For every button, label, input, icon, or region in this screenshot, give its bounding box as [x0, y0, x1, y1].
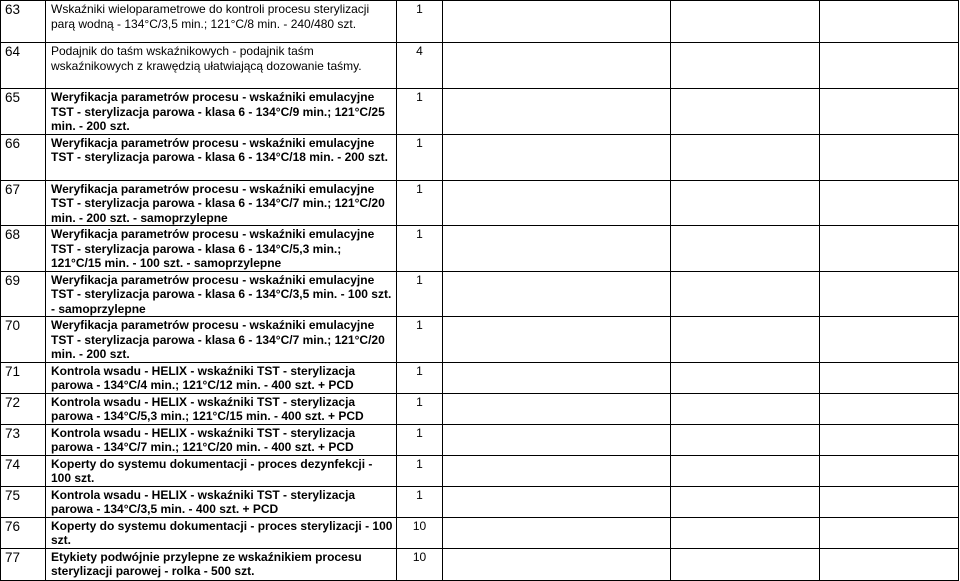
item-description: Koperty do systemu dokumentacji - proces dezynfekcji - 100 szt.: [46, 455, 397, 486]
item-quantity: 1: [397, 393, 443, 424]
row-number: 74: [1, 455, 46, 486]
empty-cell: [820, 271, 959, 317]
empty-cell: [671, 226, 820, 272]
empty-cell: [443, 43, 671, 89]
empty-cell: [820, 317, 959, 363]
empty-cell: [671, 455, 820, 486]
row-number: 63: [1, 1, 46, 43]
table-row: [1, 226, 959, 272]
row-number: 68: [1, 226, 46, 272]
empty-cell: [443, 89, 671, 135]
item-description: Kontrola wsadu - HELIX - wskaźniki TST - sterylizacja parowa - 134°C/5,3 min.; 121°C/15 min. - 400 szt. + PCD: [46, 393, 397, 424]
item-description: Etykiety podwójnie przylepne ze wskaźnikiem procesu sterylizacji parowej - rolka - 500 szt.: [46, 548, 397, 580]
item-description: Weryfikacja parametrów procesu - wskaźniki emulacyjne TST - sterylizacja parowa - klasa 6 - 134°C/5,3 min.; 121°C/15 min. - 100 szt. - samoprzylepne: [46, 226, 397, 272]
empty-cell: [671, 548, 820, 580]
row-number: 75: [1, 486, 46, 517]
empty-cell: [443, 517, 671, 548]
empty-cell: [820, 1, 959, 43]
empty-cell: [820, 362, 959, 393]
row-number: 72: [1, 393, 46, 424]
empty-cell: [820, 548, 959, 580]
empty-cell: [820, 517, 959, 548]
empty-cell: [671, 1, 820, 43]
item-quantity: 1: [397, 1, 443, 43]
table-row: [1, 271, 959, 317]
item-quantity: 1: [397, 180, 443, 226]
row-number: 76: [1, 517, 46, 548]
empty-cell: [820, 89, 959, 135]
row-number: 64: [1, 43, 46, 89]
empty-cell: [671, 271, 820, 317]
row-number: 65: [1, 89, 46, 135]
item-quantity: 1: [397, 424, 443, 455]
empty-cell: [443, 486, 671, 517]
empty-cell: [671, 424, 820, 455]
table-row: [1, 89, 959, 135]
item-quantity: 4: [397, 43, 443, 89]
empty-cell: [820, 226, 959, 272]
empty-cell: [443, 317, 671, 363]
empty-cell: [443, 393, 671, 424]
table-row: [1, 134, 959, 180]
empty-cell: [671, 393, 820, 424]
row-number: 73: [1, 424, 46, 455]
empty-cell: [443, 1, 671, 43]
empty-cell: [820, 455, 959, 486]
empty-cell: [820, 134, 959, 180]
row-number: 66: [1, 134, 46, 180]
item-quantity: 1: [397, 455, 443, 486]
table-row: [1, 455, 959, 486]
item-quantity: 1: [397, 226, 443, 272]
empty-cell: [443, 362, 671, 393]
empty-cell: [671, 89, 820, 135]
row-number: 70: [1, 317, 46, 363]
item-description: Weryfikacja parametrów procesu - wskaźniki emulacyjne TST - sterylizacja parowa - klasa 6 - 134°C/9 min.; 121°C/25 min. - 200 szt.: [46, 89, 397, 135]
empty-cell: [443, 424, 671, 455]
item-quantity: 1: [397, 89, 443, 135]
item-quantity: 1: [397, 486, 443, 517]
table-row: [1, 486, 959, 517]
item-description: Weryfikacja parametrów procesu - wskaźniki emulacyjne TST - sterylizacja parowa - klasa 6 - 134°C/7 min.; 121°C/20 min. - 200 szt.: [46, 317, 397, 363]
item-quantity: 1: [397, 317, 443, 363]
empty-cell: [820, 393, 959, 424]
table-row: [1, 362, 959, 393]
item-description: Koperty do systemu dokumentacji - proces sterylizacji - 100 szt.: [46, 517, 397, 548]
empty-cell: [443, 455, 671, 486]
items-table-body: [1, 1, 959, 581]
empty-cell: [671, 486, 820, 517]
empty-cell: [443, 271, 671, 317]
empty-cell: [443, 226, 671, 272]
empty-cell: [820, 43, 959, 89]
table-row: [1, 1, 959, 43]
empty-cell: [671, 362, 820, 393]
table-row: [1, 180, 959, 226]
item-quantity: 1: [397, 362, 443, 393]
item-quantity: 10: [397, 548, 443, 580]
empty-cell: [443, 134, 671, 180]
table-row: [1, 548, 959, 580]
empty-cell: [671, 180, 820, 226]
empty-cell: [820, 180, 959, 226]
item-quantity: 1: [397, 134, 443, 180]
empty-cell: [443, 548, 671, 580]
table-row: [1, 424, 959, 455]
empty-cell: [671, 43, 820, 89]
item-description: Weryfikacja parametrów procesu - wskaźniki emulacyjne TST - sterylizacja parowa - klasa 6 - 134°C/18 min. - 200 szt.: [46, 134, 397, 180]
table-row: [1, 517, 959, 548]
table-row: [1, 393, 959, 424]
item-description: Kontrola wsadu - HELIX - wskaźniki TST - sterylizacja parowa - 134°C/4 min.; 121°C/12 min. - 400 szt. + PCD: [46, 362, 397, 393]
empty-cell: [671, 134, 820, 180]
item-quantity: 10: [397, 517, 443, 548]
item-description: Kontrola wsadu - HELIX - wskaźniki TST - sterylizacja parowa - 134°C/3,5 min. - 400 szt. + PCD: [46, 486, 397, 517]
item-description: Podajnik do taśm wskaźnikowych - podajnik taśm wskaźnikowych z krawędzią ułatwiającą dozowanie taśmy.: [46, 43, 397, 89]
empty-cell: [820, 424, 959, 455]
table-row: [1, 43, 959, 89]
empty-cell: [443, 180, 671, 226]
empty-cell: [671, 517, 820, 548]
item-description: Weryfikacja parametrów procesu - wskaźniki emulacyjne TST - sterylizacja parowa - klasa 6 - 134°C/7 min.; 121°C/20 min. - 200 szt. - samoprzylepne: [46, 180, 397, 226]
empty-cell: [820, 486, 959, 517]
row-number: 71: [1, 362, 46, 393]
item-description: Wskaźniki wieloparametrowe do kontroli procesu sterylizacji parą wodną - 134°C/3,5 min.; 121°C/8 min. - 240/480 szt.: [46, 1, 397, 43]
item-quantity: 1: [397, 271, 443, 317]
empty-cell: [671, 317, 820, 363]
row-number: 69: [1, 271, 46, 317]
table-row: [1, 317, 959, 363]
row-number: 67: [1, 180, 46, 226]
item-description: Weryfikacja parametrów procesu - wskaźniki emulacyjne TST - sterylizacja parowa - klasa 6 - 134°C/3,5 min. - 100 szt. - samoprzylepne: [46, 271, 397, 317]
row-number: 77: [1, 548, 46, 580]
item-description: Kontrola wsadu - HELIX - wskaźniki TST - sterylizacja parowa - 134°C/7 min.; 121°C/20 min. - 400 szt. + PCD: [46, 424, 397, 455]
